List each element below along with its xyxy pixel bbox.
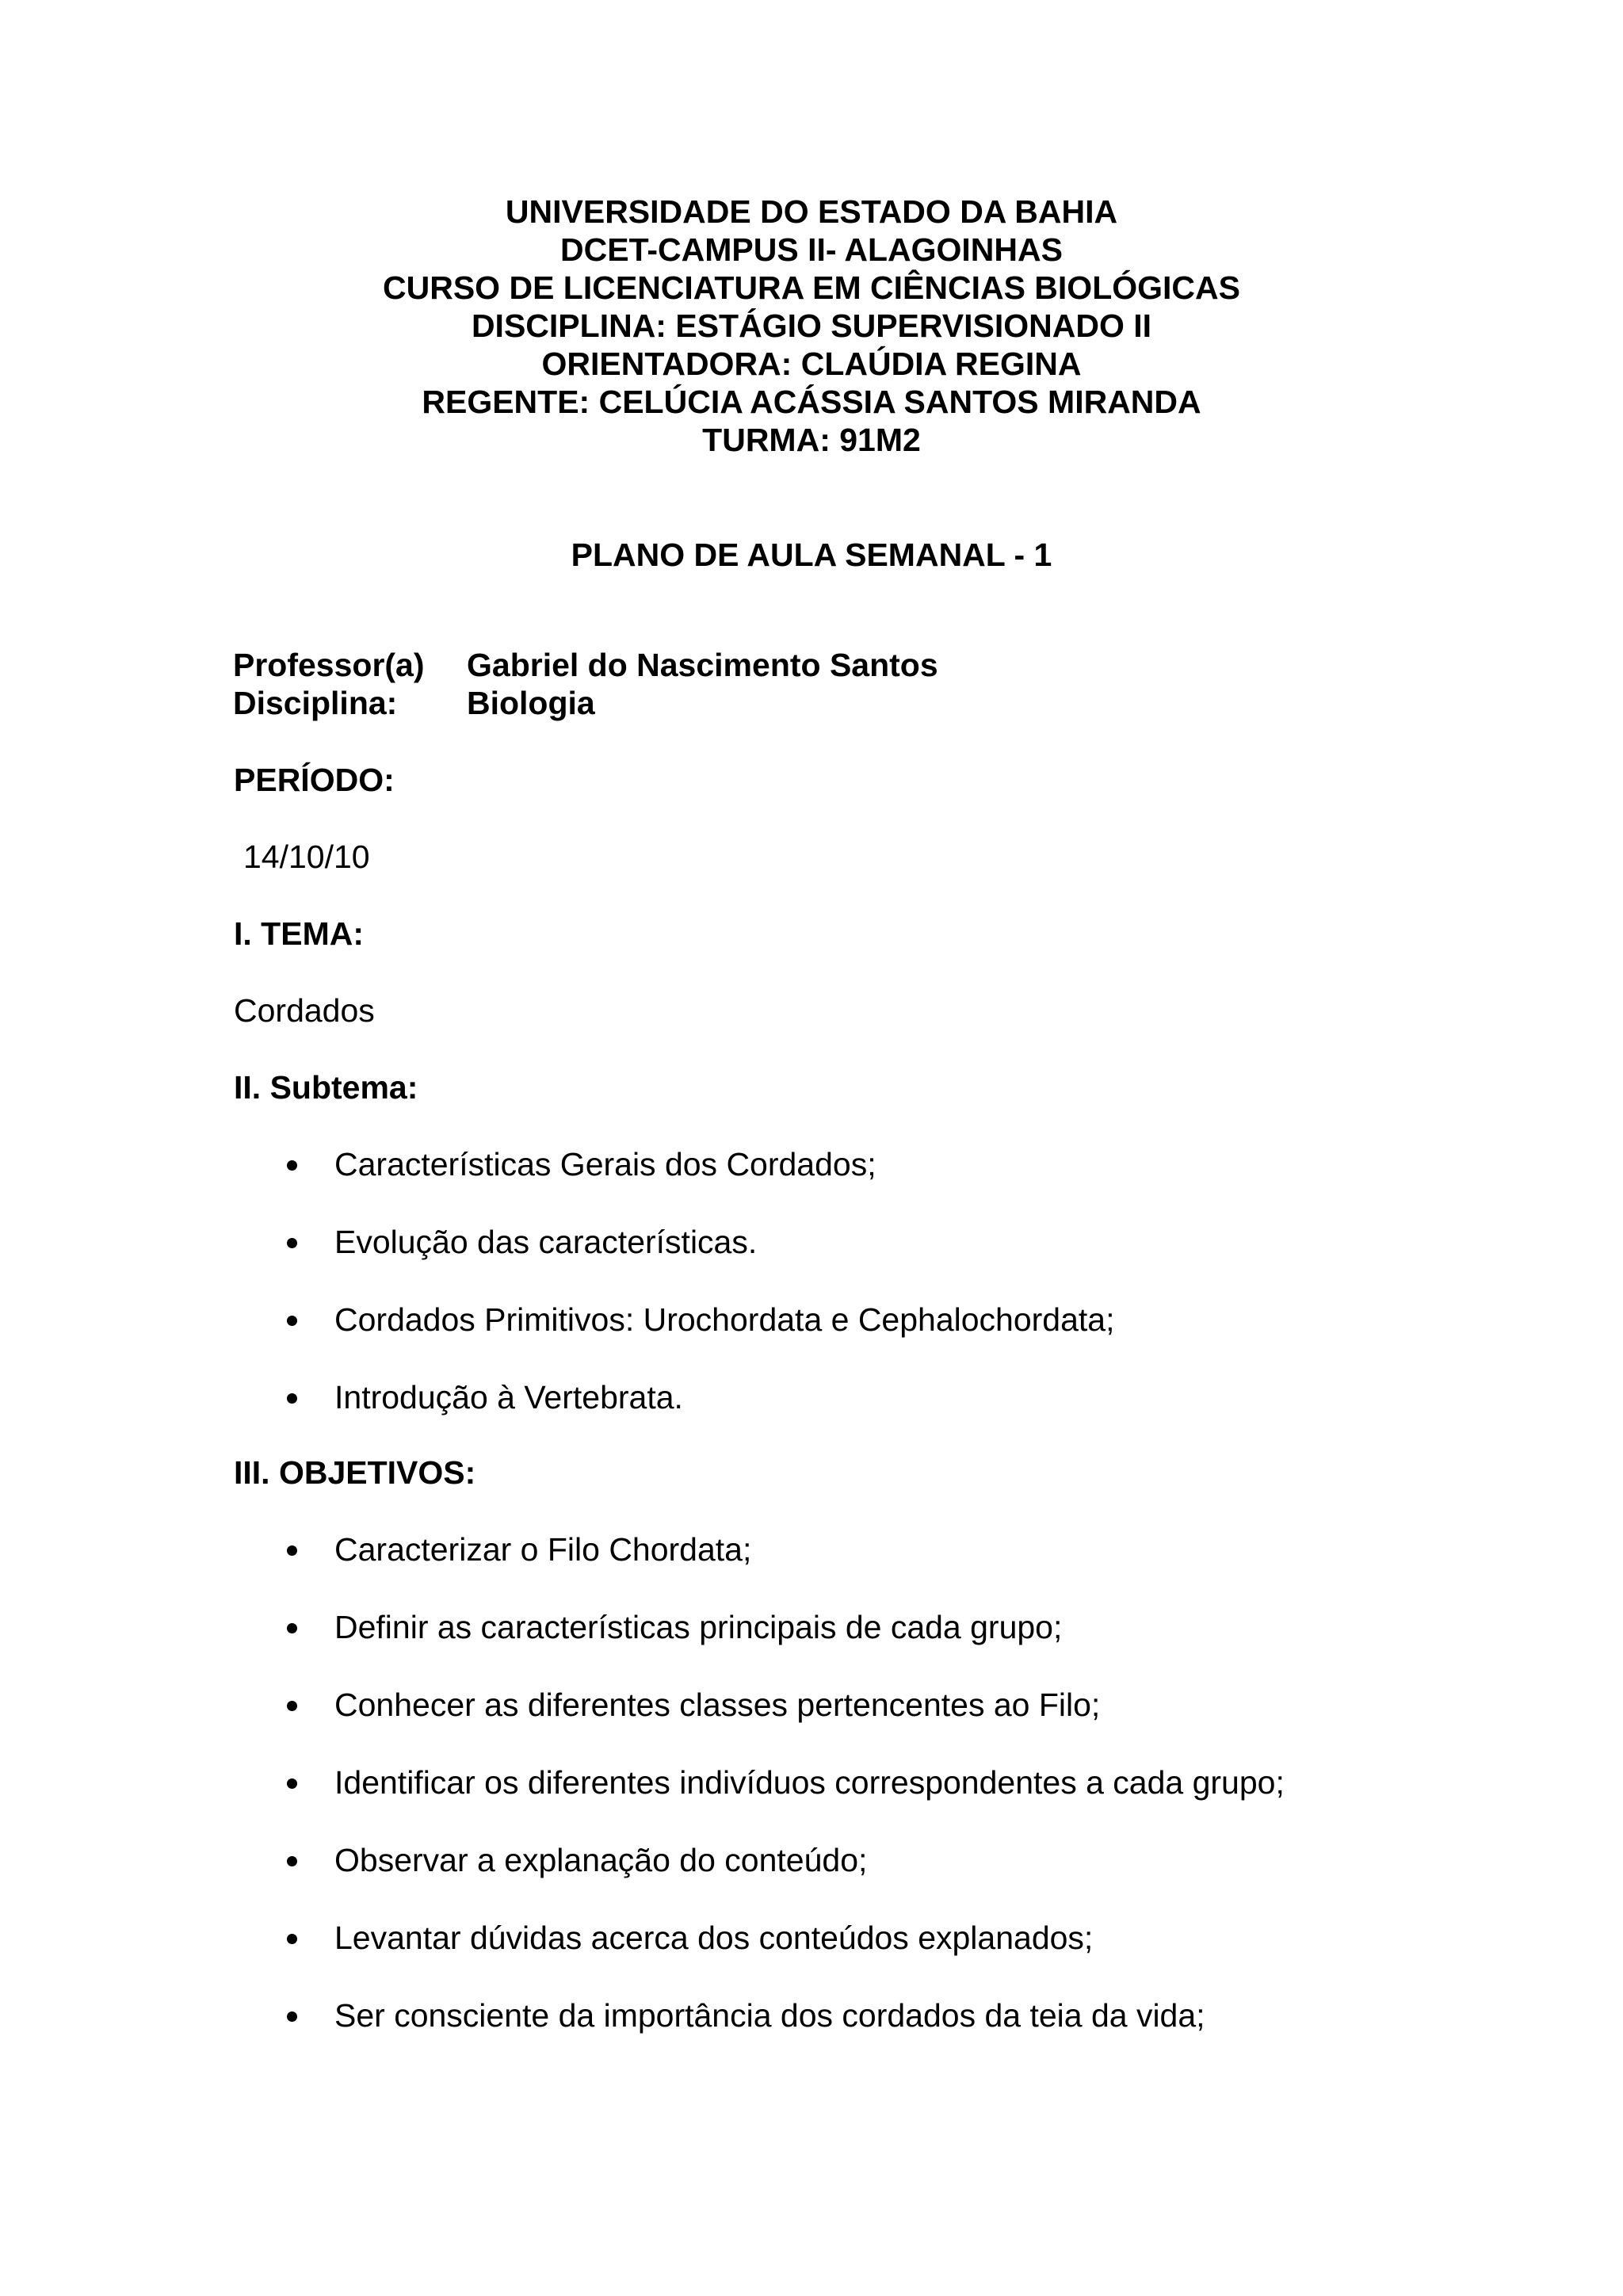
bullet-icon	[287, 1778, 297, 1789]
subtheme-list	[281, 1145, 1115, 1456]
list-item: Introdução à Vertebrata.	[281, 1378, 1115, 1456]
institution-header	[0, 193, 1623, 459]
period-value: 14/10/10	[243, 839, 370, 875]
bullet-icon	[287, 1701, 297, 1711]
subtheme-heading: II. Subtema:	[234, 1069, 418, 1106]
list-item: Caracterizar o Filo Chordata;	[281, 1530, 1285, 1608]
header-class: TURMA: 91M2	[702, 422, 921, 458]
theme-heading: I. TEMA:	[234, 915, 364, 952]
list-item: Identificar os diferentes indivíduos correspondentes a cada grupo;	[281, 1763, 1285, 1841]
bullet-icon	[287, 1238, 297, 1248]
plan-title: PLANO DE AULA SEMANAL - 1	[571, 537, 1052, 573]
professor-value: Gabriel do Nascimento Santos	[467, 647, 938, 683]
bullet-icon	[287, 1623, 297, 1633]
header-course: CURSO DE LICENCIATURA EM CIÊNCIAS BIOLÓGICAS	[383, 269, 1240, 306]
bullet-icon	[287, 1545, 297, 1556]
discipline-row	[233, 684, 938, 722]
list-item: Evolução das características.	[281, 1223, 1115, 1301]
theme-value: Cordados	[234, 992, 375, 1029]
list-item: Definir as características principais de cada grupo;	[281, 1608, 1285, 1686]
discipline-value: Biologia	[467, 685, 595, 721]
list-item: Conhecer as diferentes classes pertencentes ao Filo;	[281, 1686, 1285, 1763]
professor-row	[233, 646, 938, 684]
info-block	[233, 646, 938, 722]
list-item: Características Gerais dos Cordados;	[281, 1145, 1115, 1223]
list-item: Cordados Primitivos: Urochordata e Cephalochordata;	[281, 1301, 1115, 1378]
bullet-icon	[287, 1856, 297, 1866]
bullet-icon	[287, 1393, 297, 1404]
bullet-icon	[287, 1934, 297, 1944]
header-university: UNIVERSIDADE DO ESTADO DA BAHIA	[505, 193, 1118, 230]
professor-label: Professor(a)	[233, 647, 425, 683]
bullet-icon	[287, 1160, 297, 1171]
header-discipline: DISCIPLINA: ESTÁGIO SUPERVISIONADO II	[471, 308, 1152, 344]
header-campus: DCET-CAMPUS II- ALAGOINHAS	[560, 231, 1063, 268]
objectives-list	[281, 1530, 1285, 2074]
list-item: Observar a explanação do conteúdo;	[281, 1841, 1285, 1919]
bullet-icon	[287, 1316, 297, 1326]
discipline-label: Disciplina:	[233, 685, 398, 721]
period-heading: PERÍODO:	[234, 762, 395, 798]
header-teacher: REGENTE: CELÚCIA ACÁSSIA SANTOS MIRANDA	[422, 384, 1201, 420]
objectives-heading: III. OBJETIVOS:	[234, 1454, 476, 1491]
list-item: Levantar dúvidas acerca dos conteúdos explanados;	[281, 1919, 1285, 1996]
header-advisor: ORIENTADORA: CLAÚDIA REGINA	[541, 346, 1082, 382]
list-item: Ser consciente da importância dos cordados da teia da vida;	[281, 1996, 1285, 2074]
bullet-icon	[287, 2011, 297, 2022]
